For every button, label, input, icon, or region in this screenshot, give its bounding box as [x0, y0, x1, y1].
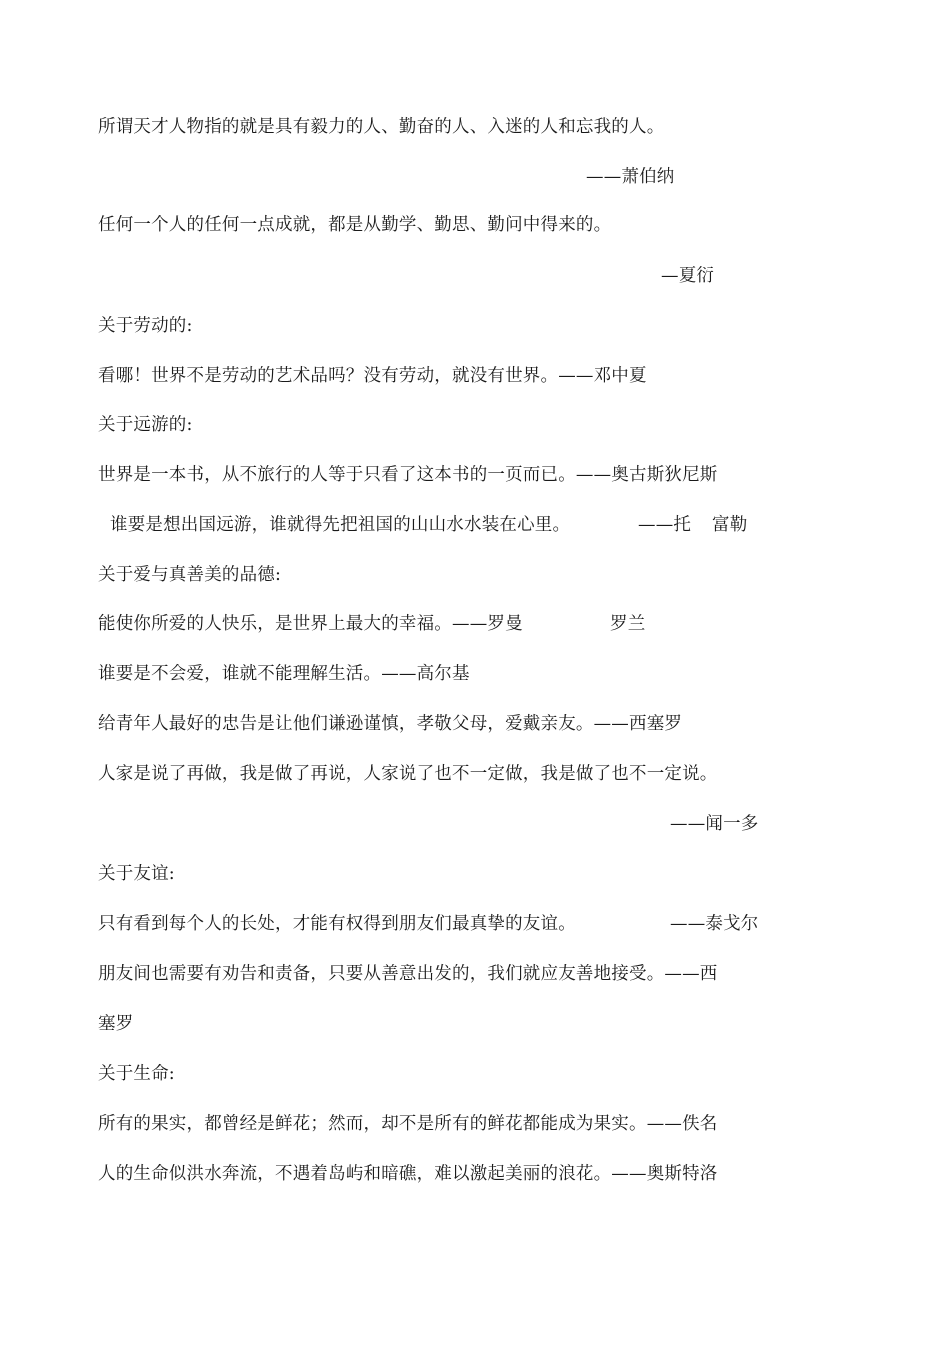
quote-text: 所有的果实，都曾经是鲜花；然而，却不是所有的鲜花都能成为果实。——佚名 — [98, 1114, 718, 1134]
quote-attribution: 富勒 — [712, 515, 748, 535]
quote-text: 看哪！世界不是劳动的艺术品吗？没有劳动，就没有世界。——邓中夏 — [98, 366, 647, 386]
section-heading: 关于生命: — [98, 1064, 175, 1084]
quote-text: 朋友间也需要有劝告和责备，只要从善意出发的，我们就应友善地接受。——西 — [98, 964, 718, 984]
quote-text: 给青年人最好的忠告是让他们谦逊谨慎，孝敬父母，爱戴亲友。——西塞罗 — [98, 714, 683, 734]
section-heading: 关于爱与真善美的品德: — [98, 565, 282, 585]
section-heading: 关于劳动的: — [98, 316, 193, 336]
quote-text: 所谓天才人物指的就是具有毅力的人、勤奋的人、入迷的人和忘我的人。 — [98, 117, 665, 137]
quote-attribution: ——泰戈尔 — [670, 914, 759, 934]
quote-attribution: 罗兰 — [610, 614, 646, 634]
quote-text: 任何一个人的任何一点成就，都是从勤学、勤思、勤问中得来的。 — [98, 215, 612, 235]
quote-text: 人的生命似洪水奔流，不遇着岛屿和暗礁，难以激起美丽的浪花。——奥斯特洛 — [98, 1164, 718, 1184]
quote-attribution: ——托 — [638, 515, 692, 535]
quote-text: 只有看到每个人的长处，才能有权得到朋友们最真挚的友谊。 — [98, 914, 576, 934]
section-heading: 关于远游的: — [98, 415, 193, 435]
quote-attribution: ——萧伯纳 — [586, 167, 675, 187]
quote-attribution: —夏衍 — [661, 266, 715, 286]
section-heading: 关于友谊: — [98, 864, 175, 884]
quote-text: 能使你所爱的人快乐，是世界上最大的幸福。——罗曼 — [98, 614, 523, 634]
quote-text: 塞罗 — [98, 1014, 134, 1034]
quote-attribution: ——闻一多 — [670, 814, 759, 834]
quote-text: 世界是一本书，从不旅行的人等于只看了这本书的一页而已。——奥古斯狄尼斯 — [98, 465, 718, 485]
quote-text: 谁要是想出国远游，谁就得先把祖国的山山水水装在心里。 — [110, 515, 571, 535]
quote-text: 人家是说了再做，我是做了再说，人家说了也不一定做，我是做了也不一定说。 — [98, 764, 718, 784]
quote-text: 谁要是不会爱，谁就不能理解生活。——高尔基 — [98, 664, 470, 684]
